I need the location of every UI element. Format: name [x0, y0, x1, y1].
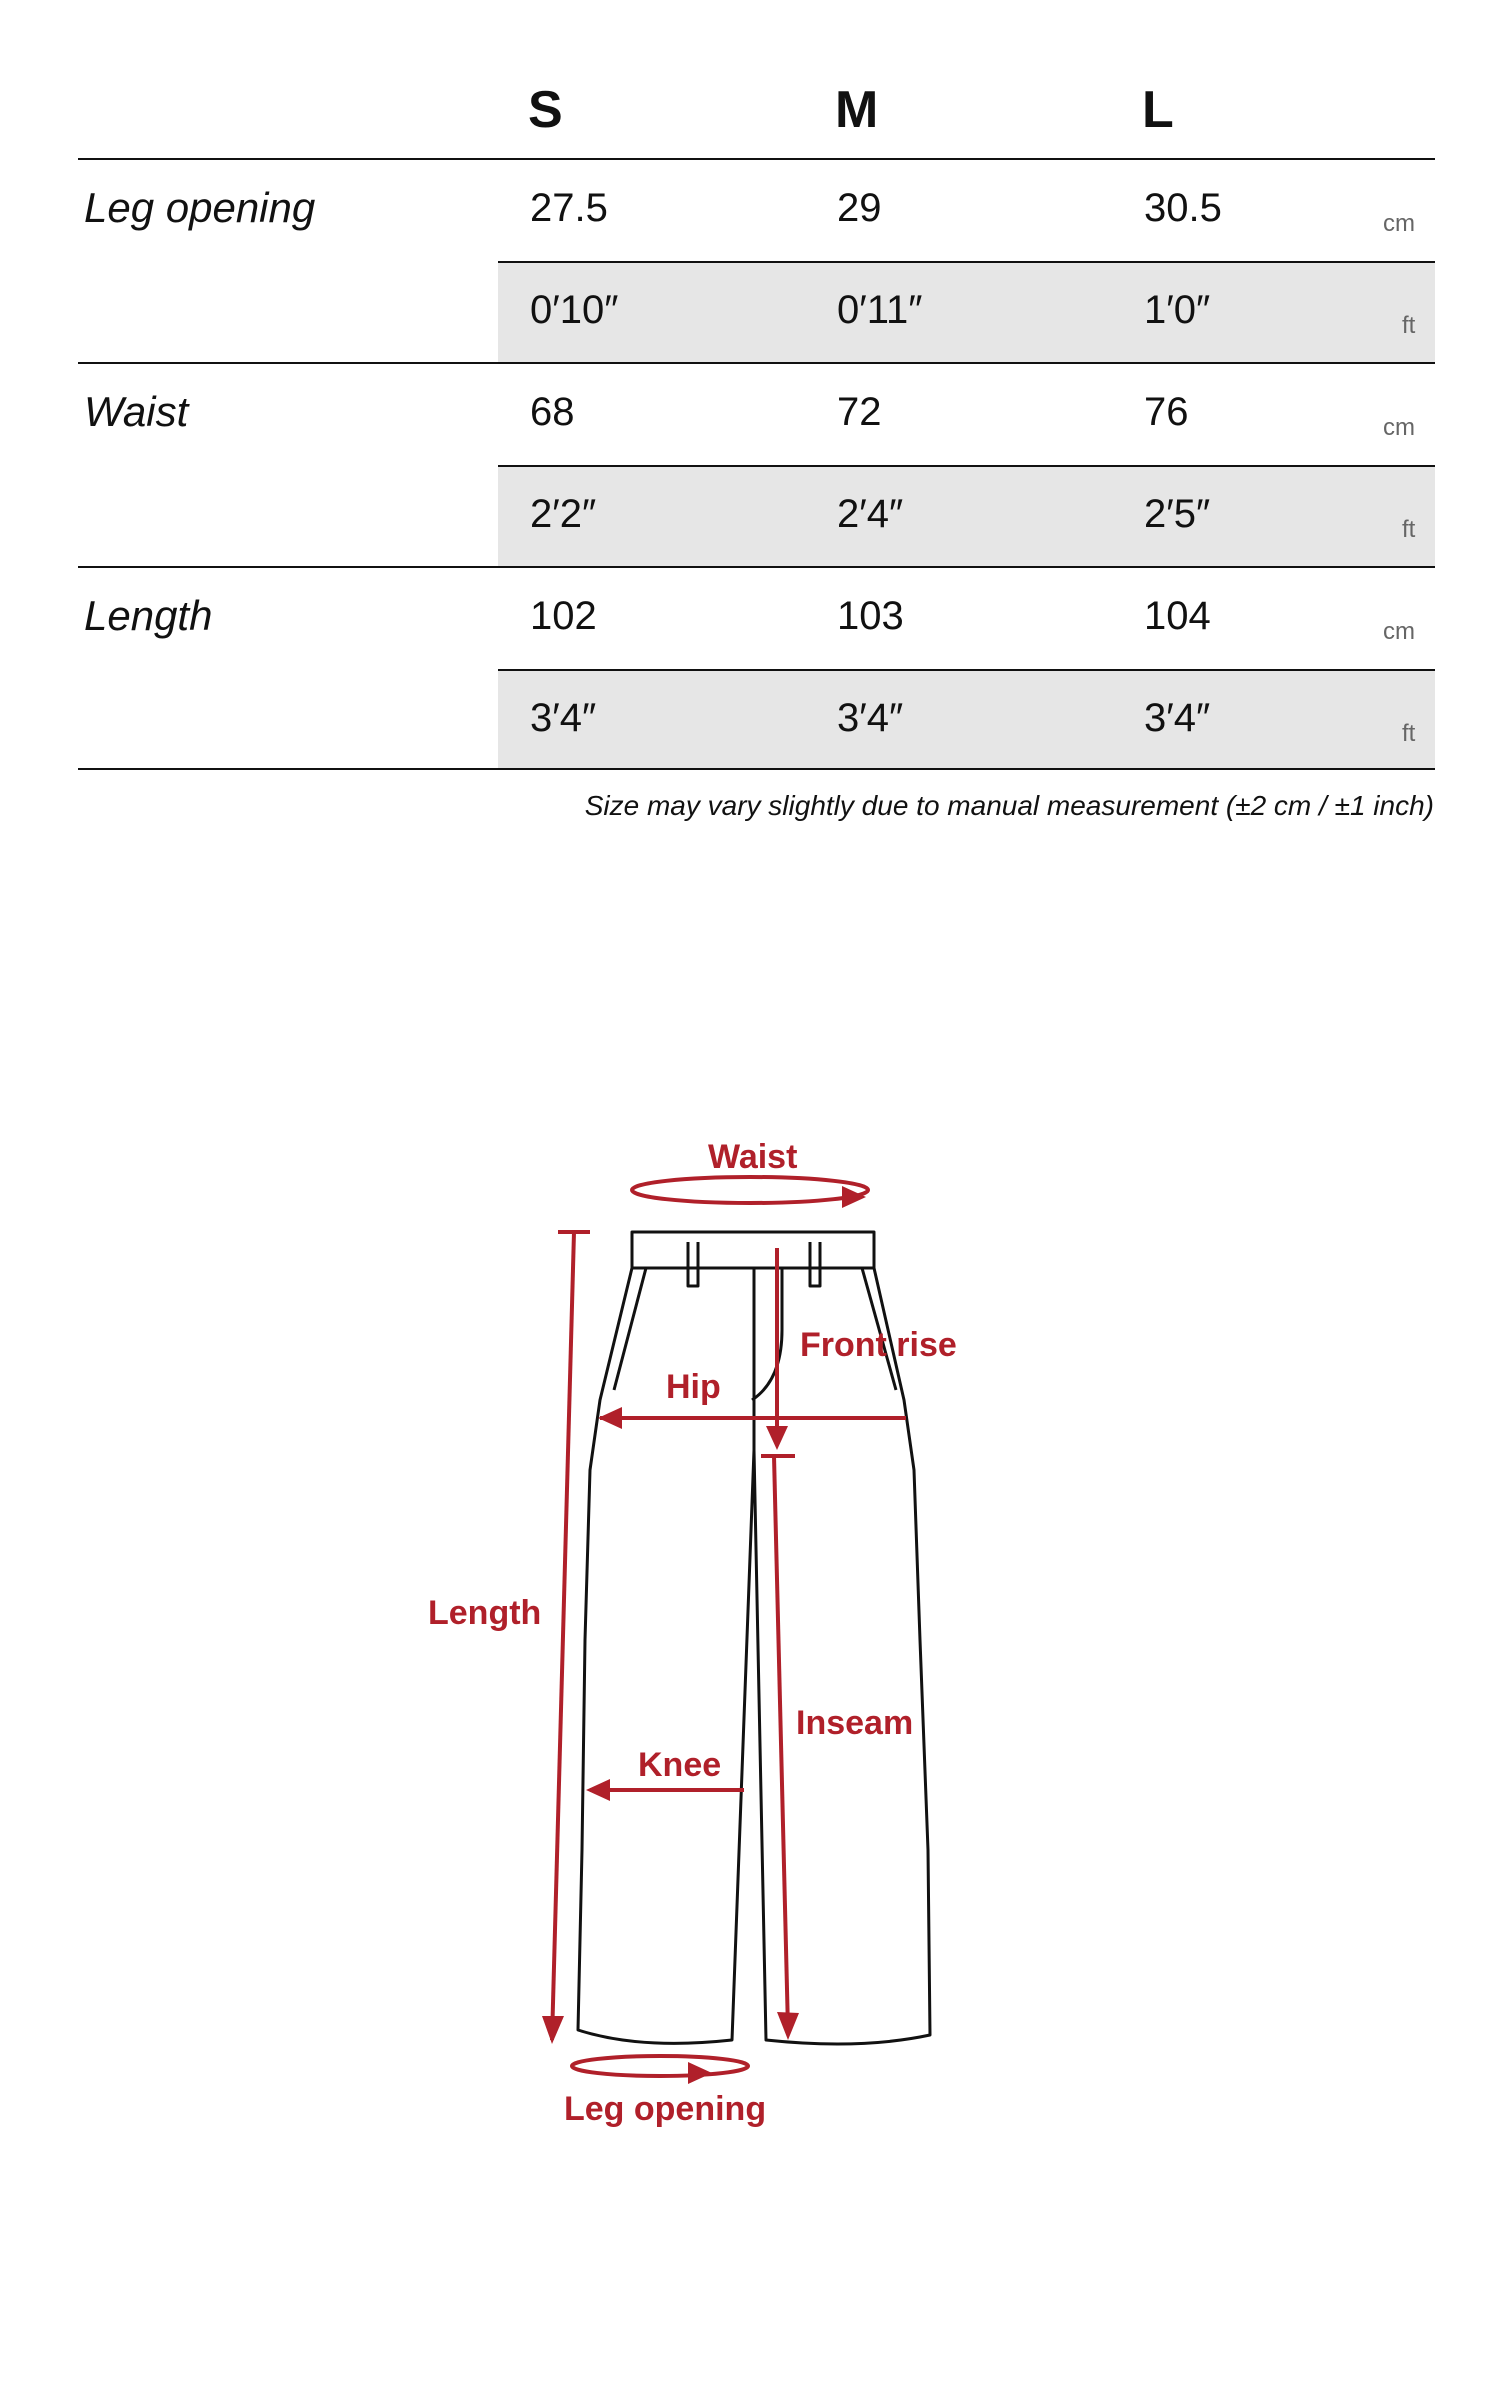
- cell-leg-opening-m-cm: 29: [837, 186, 882, 230]
- row-subdivider: [498, 465, 1435, 467]
- cell-length-l-ft: 3′4″: [1144, 696, 1211, 740]
- row-label-leg-opening: Leg opening: [84, 184, 316, 231]
- cell-length-m-ft: 3′4″: [837, 696, 904, 740]
- header-size-l: L: [1142, 81, 1174, 139]
- cell-length-m-cm: 103: [837, 594, 904, 638]
- label-knee: Knee: [638, 1746, 722, 1784]
- unit-ft: ft: [1402, 312, 1416, 339]
- row-shade-leg-opening-ft: [498, 262, 1435, 362]
- unit-cm: cm: [1383, 414, 1415, 441]
- row-divider: [78, 566, 1435, 568]
- cell-length-s-ft: 3′4″: [530, 696, 597, 740]
- cell-waist-s-ft: 2′2″: [530, 492, 597, 536]
- row-divider: [78, 362, 1435, 364]
- row-label-waist: Waist: [84, 388, 189, 435]
- arrow-heads: [542, 1186, 866, 2084]
- row-label-length: Length: [84, 592, 213, 639]
- row-subdivider: [498, 669, 1435, 671]
- cell-waist-m-ft: 2′4″: [837, 492, 904, 536]
- cell-length-l-cm: 104: [1144, 594, 1211, 638]
- label-hip: Hip: [666, 1368, 721, 1406]
- unit-cm: cm: [1383, 210, 1415, 237]
- cell-waist-l-cm: 76: [1144, 390, 1189, 434]
- header-size-m: M: [835, 81, 879, 139]
- row-subdivider: [498, 261, 1435, 263]
- cell-leg-opening-s-cm: 27.5: [530, 186, 608, 230]
- cell-leg-opening-l-ft: 1′0″: [1144, 288, 1211, 332]
- cell-leg-opening-l-cm: 30.5: [1144, 186, 1222, 230]
- pants-measurement-diagram: [0, 1100, 1500, 2180]
- header-size-s: S: [528, 81, 563, 139]
- cell-waist-s-cm: 68: [530, 390, 575, 434]
- table-bottom-rule: [78, 768, 1435, 770]
- label-leg-opening: Leg opening: [564, 2090, 767, 2128]
- label-length: Length: [428, 1594, 542, 1632]
- header-divider: [78, 158, 1435, 160]
- label-front-rise: Front rise: [800, 1326, 957, 1364]
- unit-ft: ft: [1402, 720, 1416, 747]
- measurement-note: Size may vary slightly due to manual measurement (±2 cm / ±1 inch): [584, 790, 1434, 821]
- unit-cm: cm: [1383, 618, 1415, 645]
- row-shade-waist-ft: [498, 466, 1435, 566]
- unit-ft: ft: [1402, 516, 1416, 543]
- row-shade-length-ft: [498, 670, 1435, 770]
- measurement-arrows: [552, 1177, 906, 2076]
- label-inseam: Inseam: [796, 1704, 914, 1742]
- label-waist: Waist: [708, 1138, 798, 1176]
- cell-waist-l-ft: 2′5″: [1144, 492, 1211, 536]
- cell-waist-m-cm: 72: [837, 390, 882, 434]
- cell-length-s-cm: 102: [530, 594, 597, 638]
- cell-leg-opening-m-ft: 0′11″: [837, 288, 923, 332]
- cell-leg-opening-s-ft: 0′10″: [530, 288, 619, 332]
